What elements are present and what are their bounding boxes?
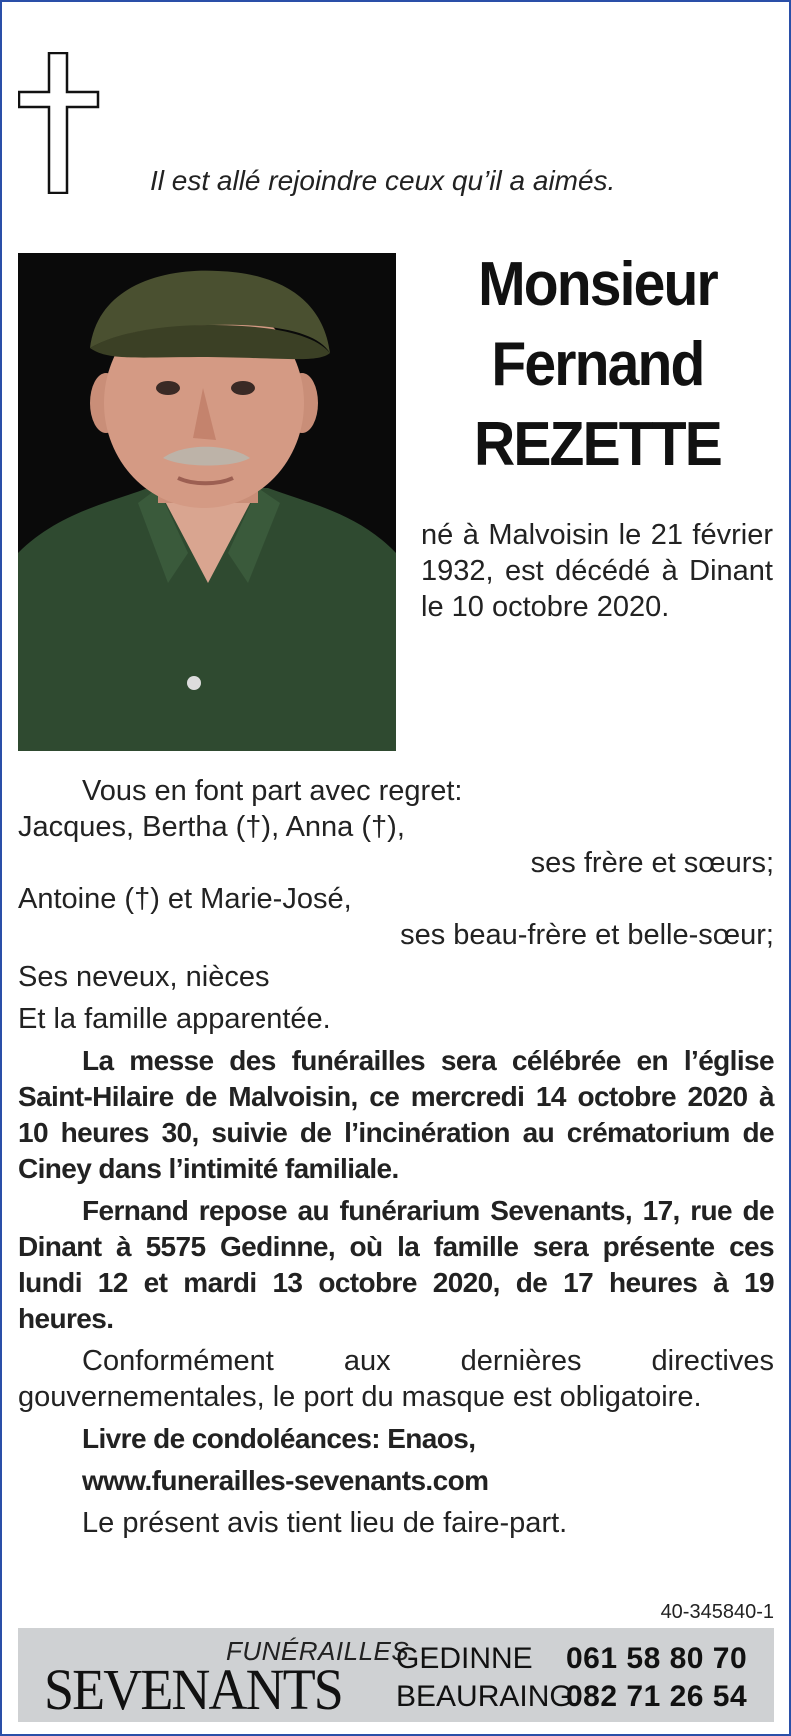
funerailles-label: FUNÉRAILLES xyxy=(226,1636,410,1666)
siblings: Jacques, Bertha (†), Anna (†), xyxy=(18,811,405,843)
extended-family: Et la famille apparentée. xyxy=(18,1003,331,1035)
mask-notice: Conformément aux dernières directives gouvernementales, le port du masque est obligatoire. xyxy=(18,1345,774,1413)
city-gedinne: GEDINNE xyxy=(396,1642,533,1675)
cross-icon xyxy=(18,52,100,194)
condolences-website[interactable]: www.funerailles-sevenants.com xyxy=(82,1465,489,1496)
funeral-home-banner xyxy=(18,1628,774,1722)
notice-body xyxy=(18,773,774,1541)
first-name: Fernand xyxy=(491,330,704,399)
portrait-photo xyxy=(18,253,396,751)
condolences-label: Livre de condoléances: Enaos, xyxy=(82,1423,476,1454)
last-name: REZETTE xyxy=(474,410,721,479)
city-beauraing: BEAURAING xyxy=(396,1680,573,1713)
in-laws-role: ses beau-frère et belle-sœur; xyxy=(400,919,774,951)
siblings-role: ses frère et sœurs; xyxy=(530,847,774,879)
name-title: Monsieur xyxy=(478,250,717,319)
rest-announcement: Fernand repose au funérarium Sevenants, 17, rue de Dinant à 5575 Gedinne, où la famille sera présente ces lundi 12 et mardi 13 octobre 2020, de 17 heures à 19 heures. xyxy=(18,1195,774,1334)
phone-gedinne[interactable]: 061 58 80 70 xyxy=(566,1642,748,1675)
in-laws: Antoine (†) et Marie-José, xyxy=(18,883,352,915)
reference-number: 40-345840-1 xyxy=(660,1601,774,1623)
family-intro: Vous en font part avec regret: xyxy=(82,775,463,807)
funeral-announcement: La messe des funérailles sera célébrée en l’église Saint-Hilaire de Malvoisin, ce mercredi 14 octobre 2020 à 10 heures 30, suivie de l’incinération au crématorium de Ciney dans l’intimité familiale. xyxy=(18,1045,774,1184)
phone-beauraing[interactable]: 082 71 26 54 xyxy=(566,1680,748,1713)
birth-death-dates: né à Malvoisin le 21 février 1932, est décédé à Dinant le 10 octobre 2020. xyxy=(421,519,773,623)
nephews: Ses neveux, nièces xyxy=(18,961,270,993)
epitaph: Il est allé rejoindre ceux qu’il a aimés. xyxy=(150,165,616,196)
brand-logo-text: SEVENANTS xyxy=(44,1657,342,1722)
deceased-name xyxy=(420,245,775,485)
notice-statement: Le présent avis tient lieu de faire-part. xyxy=(82,1507,568,1539)
